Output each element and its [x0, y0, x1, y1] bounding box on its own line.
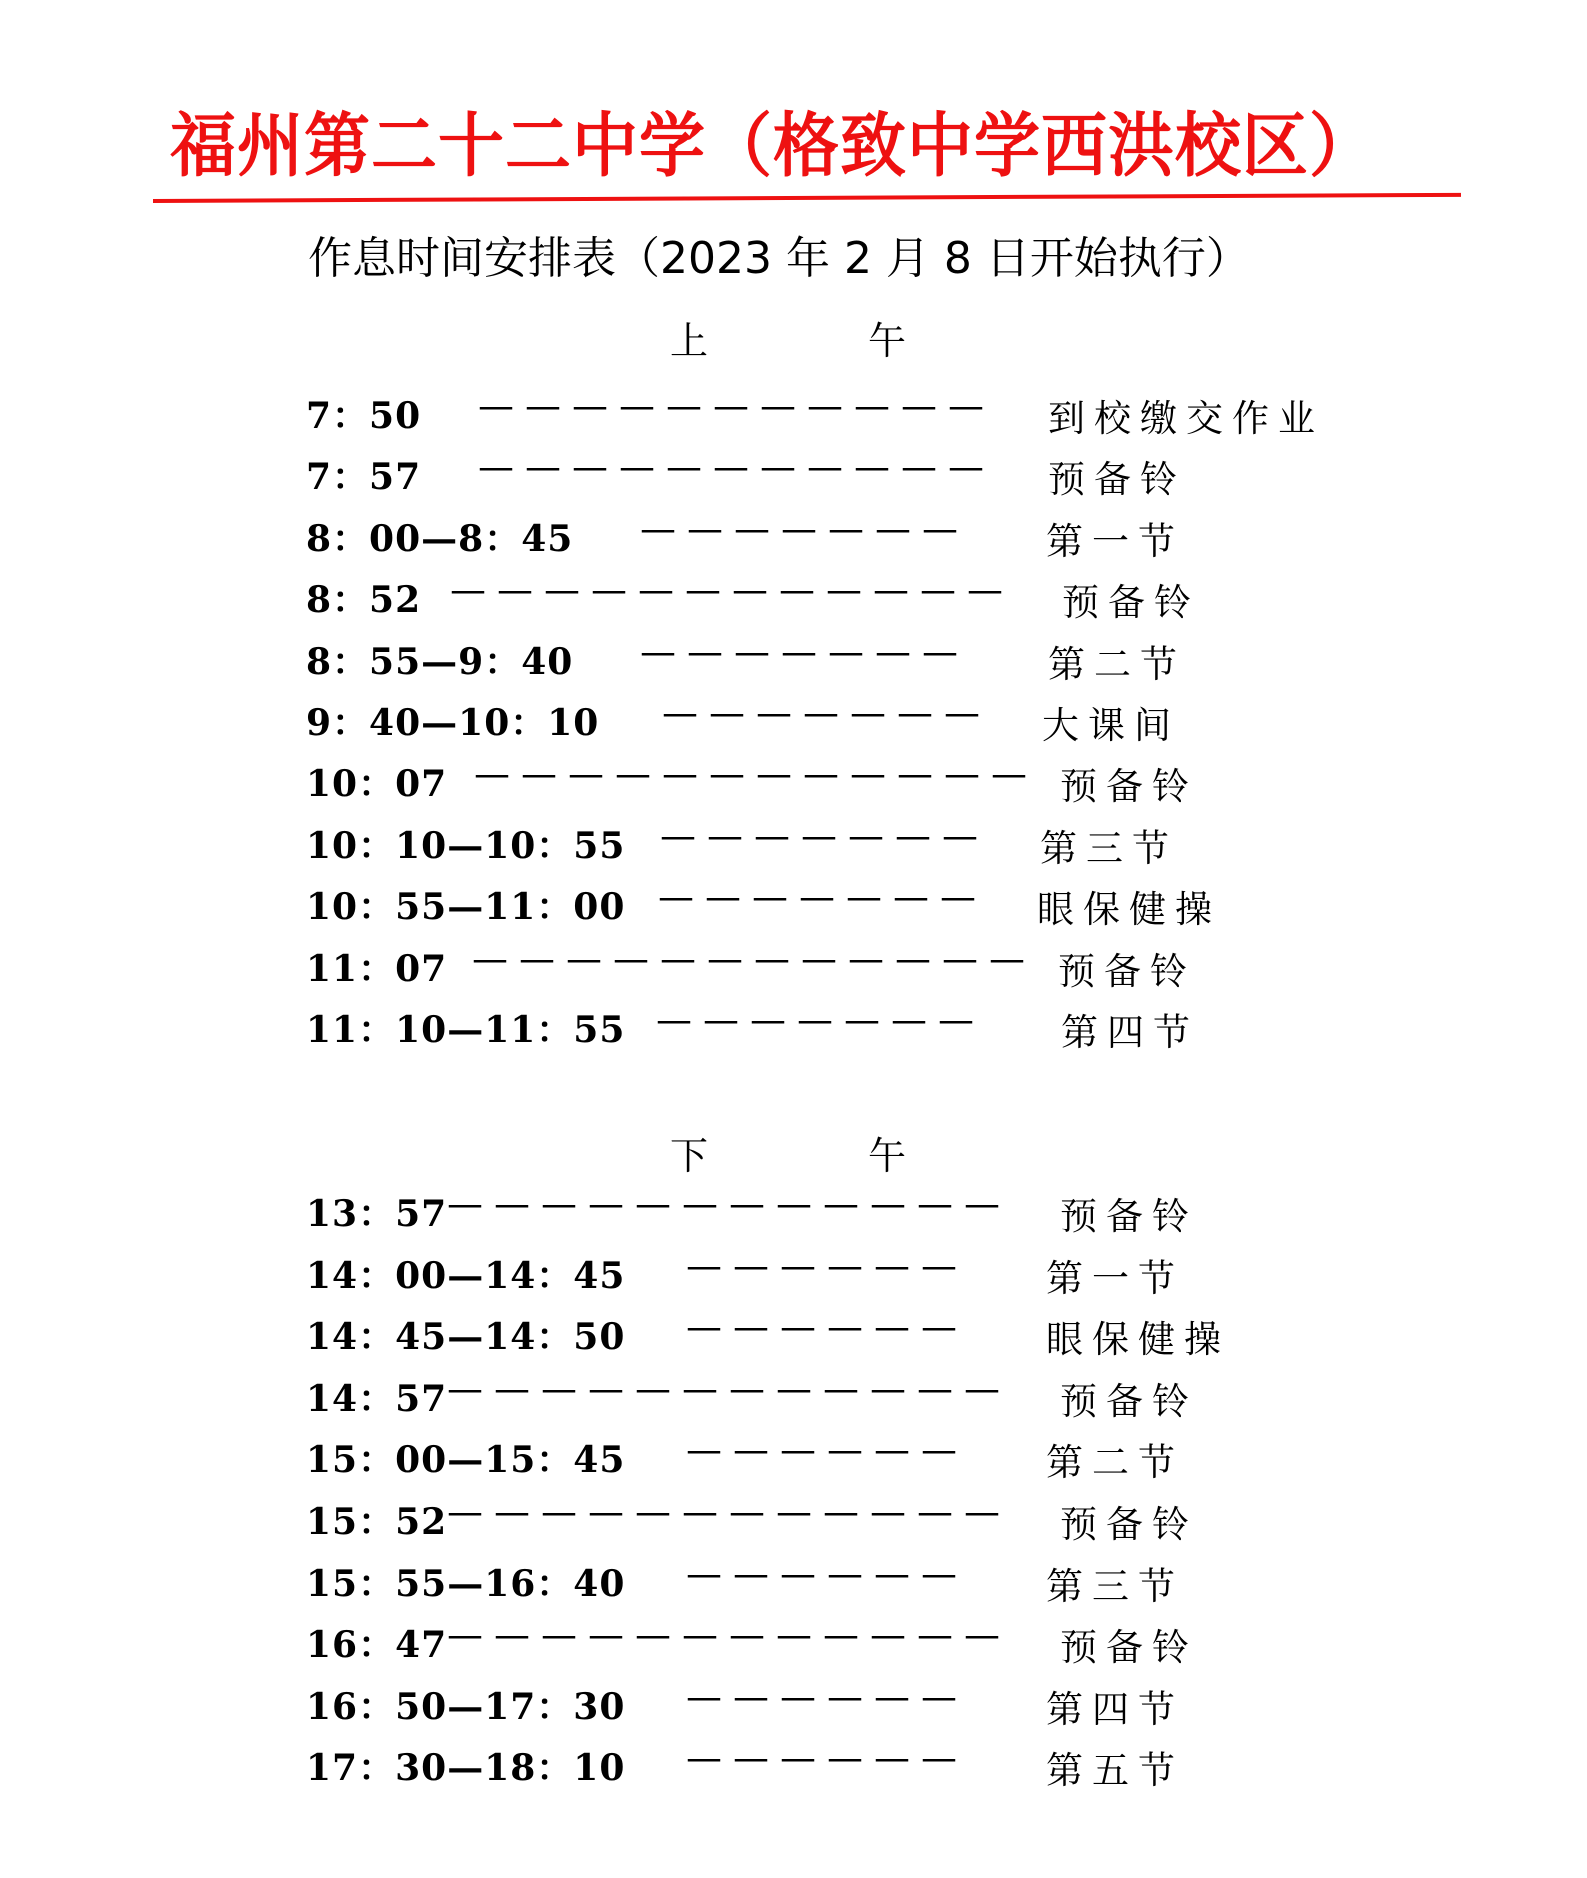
schedule-row — [0, 1430, 1587, 1485]
dash-leader: —————— — [686, 1553, 968, 1595]
time-range: 10：07 — [306, 763, 448, 806]
dash-leader: ——————————— — [478, 447, 995, 489]
activity-label: 到校缴交作业 — [1048, 397, 1324, 440]
schedule-row — [0, 447, 1587, 502]
activity-label: 预备铃 — [1060, 765, 1198, 809]
dash-leader: ——————— — [656, 1000, 985, 1041]
red-divider — [153, 193, 1461, 203]
dash-leader: ———————————— — [450, 570, 1014, 612]
dash-leader: ——————— — [658, 877, 987, 919]
dash-leader: ———————————— — [447, 1615, 1011, 1657]
morning-heading-2: 午 — [868, 319, 907, 363]
dash-leader: —————— — [686, 1307, 968, 1349]
dash-leader: ——————— — [662, 693, 991, 734]
time-range: 14：45—14：50 — [306, 1316, 626, 1359]
schedule-row — [0, 1245, 1587, 1300]
schedule-row — [0, 1494, 1587, 1544]
schedule-row — [0, 754, 1587, 809]
activity-label: 预备铃 — [1058, 949, 1196, 993]
time-range: 8：00—8：45 — [306, 517, 574, 560]
dash-leader: —————— — [686, 1676, 968, 1718]
time-range: 7：50 — [306, 395, 422, 437]
time-range: 16：47 — [306, 1624, 448, 1667]
morning-heading-1: 上 — [670, 319, 709, 363]
time-range: 7：57 — [306, 456, 422, 499]
schedule-row — [0, 508, 1587, 563]
schedule-row — [0, 1738, 1587, 1793]
schedule-row — [0, 1615, 1587, 1670]
dash-leader: ——————————— — [478, 386, 995, 427]
dash-leader: —————— — [686, 1245, 968, 1287]
activity-label: 预备铃 — [1060, 1626, 1198, 1670]
activity-label: 第一节 — [1046, 519, 1184, 563]
time-range: 9：40—10：10 — [306, 702, 600, 744]
schedule-row — [0, 1002, 1587, 1052]
school-title: 福州第二十二中学（格致中学西洪校区） — [170, 105, 1376, 187]
dash-leader: ——————— — [660, 815, 989, 857]
schedule-row — [0, 1368, 1587, 1423]
time-range: 15：00—15：45 — [306, 1439, 626, 1482]
time-range: 11：10—11：55 — [306, 1009, 626, 1051]
activity-label: 第三节 — [1046, 1564, 1184, 1608]
activity-label: 第二节 — [1048, 642, 1186, 686]
activity-label: 第二节 — [1046, 1441, 1184, 1485]
schedule-row — [0, 388, 1587, 438]
time-range: 15：52 — [306, 1501, 448, 1543]
schedule-row — [0, 631, 1587, 686]
afternoon-heading-2: 午 — [868, 1134, 907, 1178]
activity-label: 预备铃 — [1060, 1195, 1198, 1238]
time-range: 8：52 — [306, 579, 422, 622]
time-range: 8：55—9：40 — [306, 640, 574, 683]
afternoon-heading — [670, 1125, 906, 1180]
schedule-row — [0, 815, 1587, 870]
dash-leader: ———————————— — [472, 938, 1036, 980]
activity-label: 第四节 — [1061, 1011, 1199, 1054]
activity-label: 预备铃 — [1048, 458, 1186, 502]
time-range: 16：50—17：30 — [306, 1685, 626, 1728]
dash-leader: —————— — [686, 1738, 968, 1780]
schedule-subtitle: 作息时间安排表（2023 年 2 月 8 日开始执行） — [308, 233, 1250, 284]
time-range: 10：10—10：55 — [306, 824, 626, 867]
schedule-row — [0, 1553, 1587, 1608]
activity-label: 眼保健操 — [1037, 888, 1221, 932]
dash-leader: ———————————— — [447, 1492, 1011, 1533]
dash-leader: —————— — [686, 1430, 968, 1472]
activity-label: 预备铃 — [1062, 581, 1200, 625]
time-range: 10：55—11：00 — [306, 886, 626, 929]
afternoon-heading-1: 下 — [670, 1134, 709, 1178]
time-range: 11：07 — [306, 947, 448, 990]
activity-label: 大课间 — [1042, 704, 1180, 747]
schedule-row — [0, 938, 1587, 993]
schedule-row — [0, 695, 1587, 745]
activity-label: 第一节 — [1046, 1256, 1184, 1300]
activity-label: 第五节 — [1046, 1749, 1184, 1793]
time-range: 15：55—16：40 — [306, 1562, 626, 1605]
activity-label: 预备铃 — [1060, 1503, 1198, 1546]
activity-label: 眼保健操 — [1046, 1318, 1230, 1362]
activity-label: 第四节 — [1046, 1687, 1184, 1731]
schedule-row — [0, 1186, 1587, 1236]
activity-label: 预备铃 — [1060, 1379, 1198, 1423]
schedule-row — [0, 570, 1587, 625]
time-range: 14：00—14：45 — [306, 1254, 626, 1297]
schedule-row — [0, 1307, 1587, 1362]
dash-leader: ——————— — [640, 508, 969, 550]
time-range: 13：57 — [306, 1193, 448, 1235]
dash-leader: ——————— — [640, 631, 969, 673]
schedule-row — [0, 877, 1587, 932]
schedule-row — [0, 1676, 1587, 1731]
time-range: 17：30—18：10 — [306, 1747, 626, 1790]
activity-label: 第三节 — [1040, 826, 1178, 870]
dash-leader: ———————————— — [447, 1184, 1011, 1225]
time-range: 14：57 — [306, 1377, 448, 1420]
morning-heading — [670, 310, 906, 365]
dash-leader: ———————————— — [474, 754, 1038, 796]
dash-leader: ———————————— — [447, 1368, 1011, 1410]
